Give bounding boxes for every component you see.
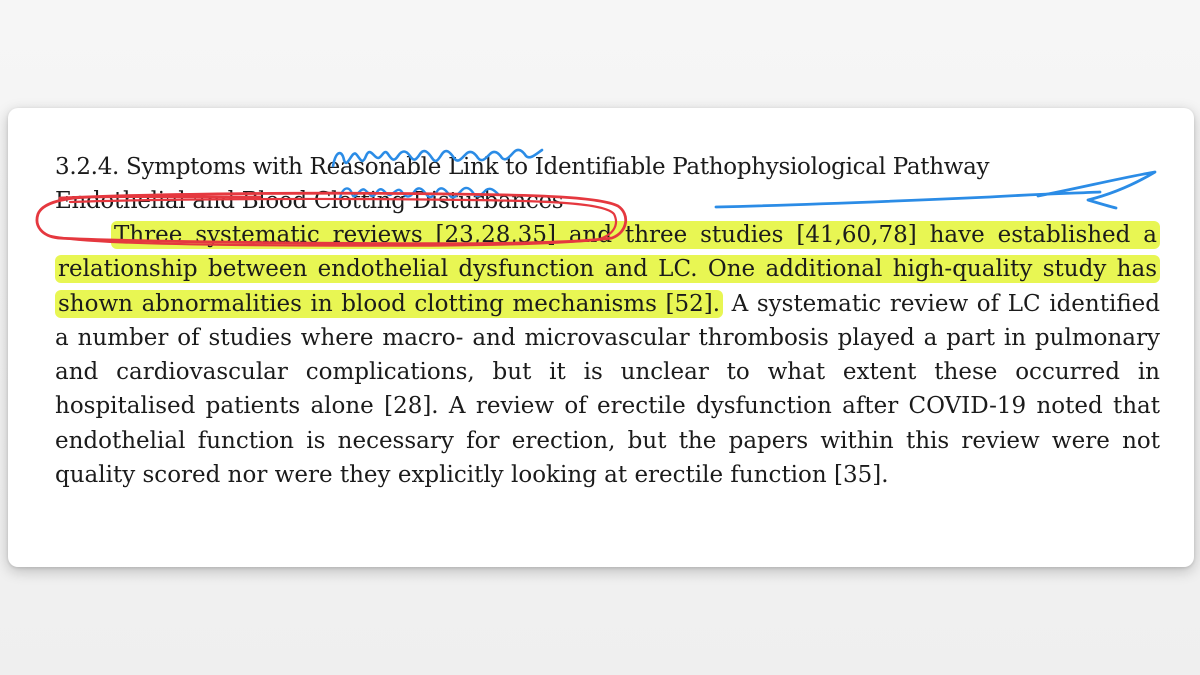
document-excerpt (55, 150, 1160, 492)
paragraph-text: A systematic review of LC identified a number of studies where macro- and microvascular thrombosis played a part in pulmonary and cardiovascular complications, but it is unclear to what extent these occurred in hospitalised patients alone [28]. A review of erectile dysfunction after COVID-19 noted that endothelial function is necessary for erection, but the papers within this review were not quality scored nor were they explicitly looking at erectile function [35]. (55, 290, 1160, 489)
subsection-heading: Endothelial and Blood Clotting Disturbances (55, 188, 564, 214)
body-paragraph (55, 218, 1160, 492)
highlighted-text: Three systematic reviews [23,28,35] and three studies [41,60,78] have established a relationship between endothelial dysfunction and LC. One additional high-quality study has shown abnormalities in blood clotting mechanisms [52]. (55, 221, 1160, 318)
section-heading: 3.2.4. Symptoms with Reasonable Link to Identifiable Pathophysiological Pathway (55, 154, 990, 180)
